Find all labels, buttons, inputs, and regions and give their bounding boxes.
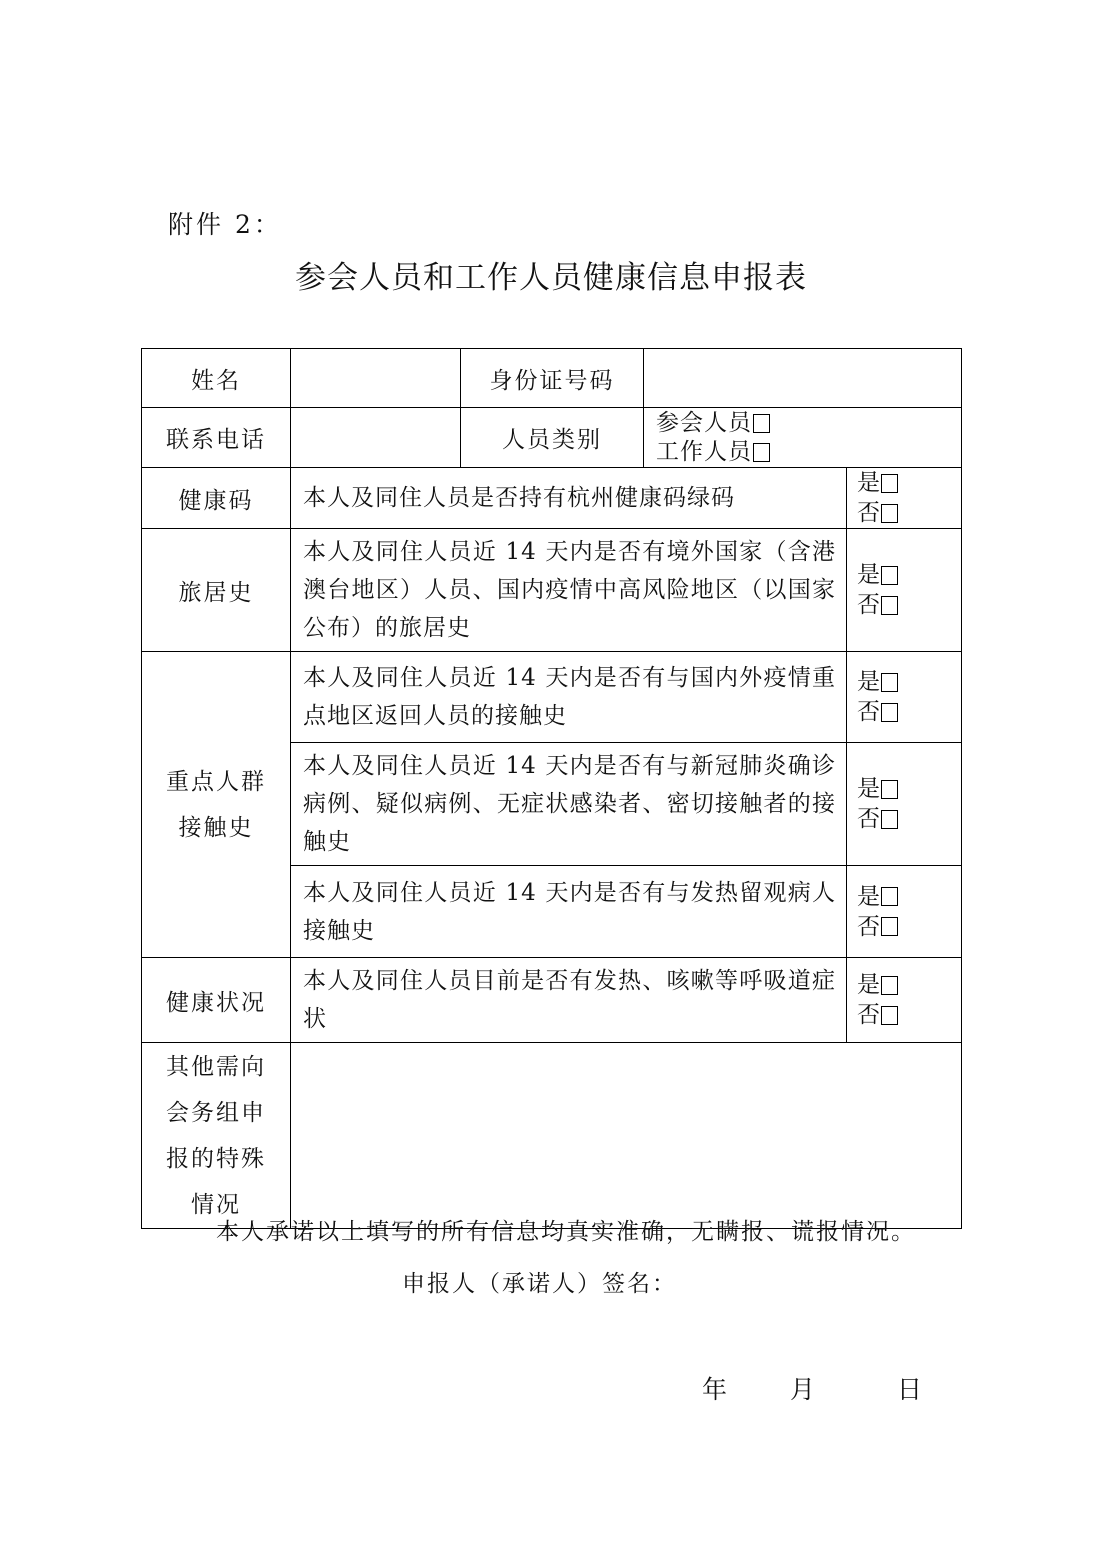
travel-history-question: 本人及同住人员近 14 天内是否有境外国家（含港澳台地区）人员、国内疫情中高风险地区（以国家公布）的旅居史 <box>291 529 847 652</box>
yes-option[interactable]: 是 <box>857 667 961 697</box>
pledge-statement: 本人承诺以上填写的所有信息均真实准确，无瞒报、谎报情况。 <box>216 1219 916 1245</box>
checkbox-icon[interactable] <box>881 566 898 585</box>
no-option[interactable]: 否 <box>857 804 961 834</box>
checkbox-icon[interactable] <box>881 780 898 799</box>
category-option-attendee[interactable]: 参会人员 <box>656 409 961 438</box>
name-label: 姓名 <box>142 349 291 408</box>
yes-option[interactable]: 是 <box>857 970 961 1000</box>
no-option[interactable]: 否 <box>857 590 961 620</box>
year-label: 年 <box>702 1375 728 1404</box>
no-option[interactable]: 否 <box>857 912 961 942</box>
contact-question-3: 本人及同住人员近 14 天内是否有与发热留观病人接触史 <box>291 866 847 958</box>
id-number-label: 身份证号码 <box>461 349 644 408</box>
checkbox-icon[interactable] <box>881 596 898 615</box>
contact-2-yes-no <box>847 743 962 866</box>
travel-history-label: 旅居史 <box>142 529 291 652</box>
checkbox-icon[interactable] <box>881 810 898 829</box>
contact-question-1: 本人及同住人员近 14 天内是否有与国内外疫情重点地区返回人员的接触史 <box>291 652 847 743</box>
checkbox-icon[interactable] <box>881 917 898 936</box>
annex-label: 附件 2： <box>168 210 282 239</box>
contact-1-yes-no <box>847 652 962 743</box>
checkbox-icon[interactable] <box>753 414 770 433</box>
phone-field[interactable] <box>291 408 461 468</box>
health-code-label: 健康码 <box>142 468 291 529</box>
yes-option[interactable]: 是 <box>857 468 961 498</box>
checkbox-icon[interactable] <box>881 504 898 523</box>
category-label: 人员类别 <box>461 408 644 468</box>
no-option[interactable]: 否 <box>857 498 961 528</box>
checkbox-icon[interactable] <box>753 443 770 462</box>
checkbox-icon[interactable] <box>881 703 898 722</box>
contact-3-yes-no <box>847 866 962 958</box>
yes-option[interactable]: 是 <box>857 882 961 912</box>
health-status-yes-no <box>847 958 962 1043</box>
phone-label: 联系电话 <box>142 408 291 468</box>
other-situations-label: 其他需向 会务组申 报的特殊 情况 <box>142 1043 291 1229</box>
name-field[interactable] <box>291 349 461 408</box>
yes-option[interactable]: 是 <box>857 774 961 804</box>
no-option[interactable]: 否 <box>857 1000 961 1030</box>
month-label: 月 <box>790 1375 816 1404</box>
health-code-question: 本人及同住人员是否持有杭州健康码绿码 <box>291 468 847 529</box>
category-options <box>644 408 962 468</box>
form-title: 参会人员和工作人员健康信息申报表 <box>295 260 807 296</box>
checkbox-icon[interactable] <box>881 887 898 906</box>
id-number-field[interactable] <box>644 349 962 408</box>
contact-history-label: 重点人群 接触史 <box>142 652 291 958</box>
contact-question-2: 本人及同住人员近 14 天内是否有与新冠肺炎确诊病例、疑似病例、无症状感染者、密切接触者的接触史 <box>291 743 847 866</box>
health-code-yes-no <box>847 468 962 529</box>
yes-option[interactable]: 是 <box>857 560 961 590</box>
no-option[interactable]: 否 <box>857 697 961 727</box>
day-label: 日 <box>897 1375 923 1404</box>
other-situations-field[interactable] <box>291 1043 962 1229</box>
category-option-staff[interactable]: 工作人员 <box>656 438 961 467</box>
checkbox-icon[interactable] <box>881 474 898 493</box>
health-status-question: 本人及同住人员目前是否有发热、咳嗽等呼吸道症状 <box>291 958 847 1043</box>
travel-history-yes-no <box>847 529 962 652</box>
checkbox-icon[interactable] <box>881 673 898 692</box>
checkbox-icon[interactable] <box>881 976 898 995</box>
checkbox-icon[interactable] <box>881 1006 898 1025</box>
health-declaration-table <box>141 348 962 1229</box>
health-status-label: 健康状况 <box>142 958 291 1043</box>
signature-label: 申报人（承诺人）签名： <box>402 1271 677 1297</box>
